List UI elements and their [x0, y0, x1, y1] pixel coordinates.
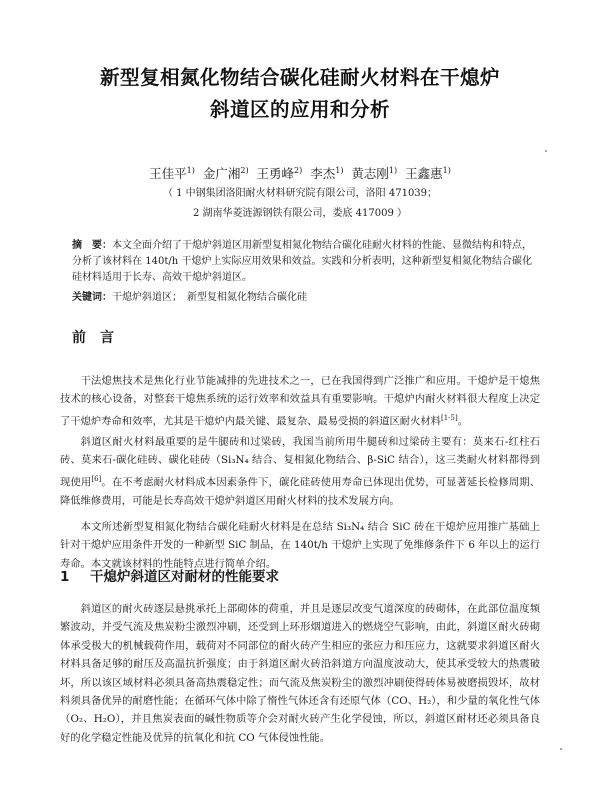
author: 金广湘 — [202, 166, 241, 182]
paragraph-text: 斜道区耐火材料最重要的是牛腿砖和过梁砖，我国当前所用牛腿砖和过梁砖主要有：莫来石-红柱石砖、莫来石-碳化硅砖、碳化硅砖（Si₃N₄ 结合、复相氮化物结合、β-SiC 结合），这三类耐火材料都得到现使用 — [60, 436, 540, 489]
intro-paragraph-3: 本文所述新型复相氮化物结合碳化硅耐火材料是在总结 Si₃N₄ 结合 SiC 砖在干熄炉应用推广基础上针对干熄炉应用条件开发的一种新型 SiC 制品，在 140t/h 干熄炉上实现了免维修条件下 6 年以上的运行寿命。本文就该材料的性能特点进行简单介绍。 — [60, 521, 540, 570]
author-affil-mark: 1) — [335, 166, 344, 175]
paragraph-text: 。在不考虑耐火材料成本因素条件下，碳化硅砖使用寿命已体现出优势，可显著延长检修周期、降低维修费用，可能是长寿高效干熄炉斜道区用耐火材料的技术发展方向。 — [60, 476, 541, 507]
affiliation-2: 2 湖南华菱涟源钢铁有限公司，娄底 417009 ） — [192, 208, 408, 219]
author: 黄志刚 — [351, 166, 389, 182]
paragraph-text: 。 — [457, 415, 469, 428]
affiliation-1: （ 1 中钢集团洛阳耐火材料研究院有限公司，洛阳 471039； — [162, 188, 438, 199]
author-affil-mark: 1) — [186, 166, 195, 175]
section-number: 1 — [60, 569, 70, 585]
abstract-label: 摘 要： — [72, 240, 112, 251]
title-line-1: 新型复相氮化物结合碳化硅耐火材料在干熄炉 — [99, 66, 500, 89]
author: 李杰 — [310, 166, 336, 182]
section-1-heading — [60, 565, 279, 585]
section-title: 干熄炉斜道区对耐材的性能要求 — [90, 569, 279, 585]
author-affil-mark: 2) — [294, 166, 303, 175]
author: 王佳平 — [149, 166, 187, 182]
intro-paragraph-1 — [60, 372, 540, 431]
title-line-2: 斜道区的应用和分析 — [209, 98, 390, 121]
author-affil-mark: 1) — [388, 166, 398, 175]
section-1-paragraph-1: 斜道区的耐火砖逐层悬挑承托上部砌体的荷重，并且是逐层改变气道深度的砖砌体，在此部位温度频繁波动，并受气流及焦炭粉尘激烈冲刷，还受到上环形烟道进入的燃烧空气影响，由此，斜道区耐火砖砌体承受极大的机械载荷作用，载荷对不同部位的耐火砖产生相应的张应力和压应力，这就要求斜道区耐火材料具备足够的耐压及高温抗折强度；由于斜道区耐火砖沿斜道方向温度波动大，使其承受较大的热震破坏，所以该区域材料必须具备高热震稳定性；而气流及焦炭粉尘的激烈冲刷使得砖体易被磨损毁坏，故材料须具备优异的耐磨性能；在循环气体中除了惰性气体还含有还原气体（CO、H₂），和少量的氧化性气体（O₂、H₂O），并且焦炭表面的碱性物质等介会对耐火砖产生化学侵蚀，所以，斜道区耐材还必须具备良好的化学稳定性能及优异的抗氧化和抗 CO 气体侵蚀性能。 — [60, 603, 540, 744]
citation: [1-5] — [440, 413, 458, 422]
abstract-text: 本文全面介绍了干熄炉斜道区用新型复相氮化物结合碳化硅耐火材料的性能、显微结构和特点，分析了该材料在 140t/h 干熄炉上实际应用效果和效益。实践和分析表明，这种新型复相氮化物结合碳化硅材料适用于长寿、高效干熄炉斜道区。 — [72, 240, 532, 283]
keywords — [72, 290, 532, 306]
paper-title — [40, 62, 560, 126]
keywords-text: 干熄炉斜道区； 新型复相氮化物结合碳化硅 — [112, 292, 307, 303]
author-affil-mark: 1) — [442, 166, 451, 175]
author: 王鑫惠 — [405, 166, 443, 182]
author: 王勇峰 — [256, 166, 295, 182]
scan-speck — [560, 748, 562, 750]
abstract — [72, 238, 532, 286]
intro-paragraph-2 — [60, 433, 540, 510]
paragraph-text: 干法熄焦技术是焦化行业节能减排的先进技术之一，已在我国得到广泛推广和应用。干熄炉是干熄焦技术的核心设备，对整套干熄焦系统的运行效率和效益具有重要影响。干熄炉内耐火材料很大程度上决定了干熄炉寿命和效率，尤其是干熄炉内最关键、最复杂、最易受损的斜道区耐火材料 — [60, 375, 540, 428]
scan-speck — [545, 150, 547, 152]
intro-heading: 前言 — [72, 330, 128, 346]
citation: [6] — [91, 474, 102, 483]
keywords-label: 关键词： — [72, 292, 112, 303]
author-list — [60, 162, 540, 183]
author-affil-mark: 2) — [240, 166, 249, 175]
